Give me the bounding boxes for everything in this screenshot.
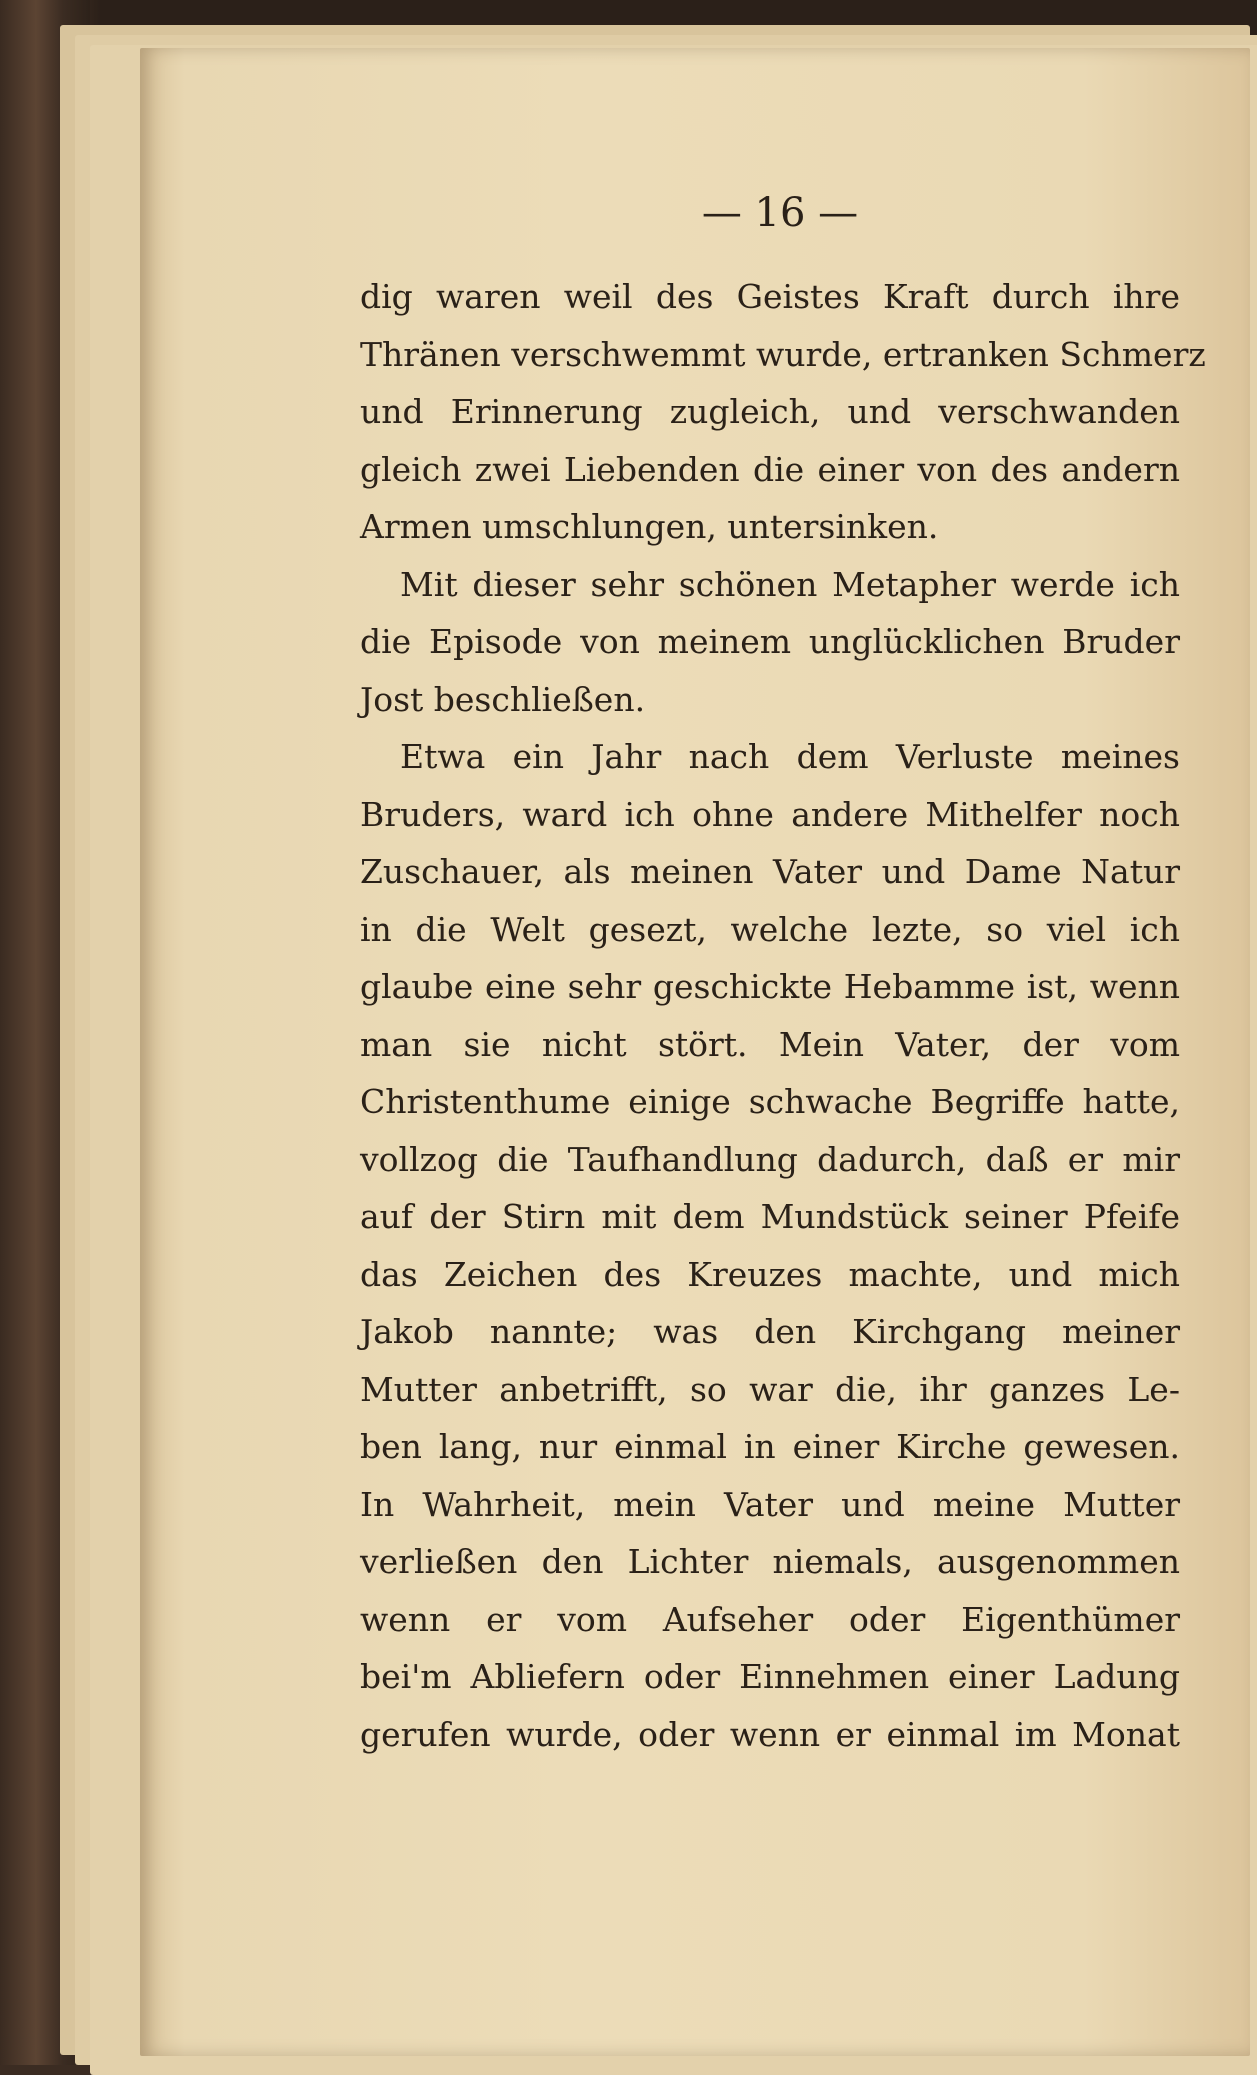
text-line: dig waren weil des Geistes Kraft durch ihre (360, 277, 1180, 316)
text-line: und Erinnerung zugleich, und verschwanden (360, 392, 1180, 431)
text-line: Jost beschließen. (360, 679, 646, 719)
text-line: in die Welt gesezt, welche lezte, so viel ich (360, 909, 1180, 949)
text-line: In Wahrheit, mein Vater und meine Mutter (360, 1484, 1180, 1524)
text-line: bei'm Abliefern oder Einnehmen einer Ladung (360, 1657, 1180, 1696)
text-line: gerufen wurde, oder wenn er einmal im Monat (360, 1714, 1180, 1754)
text-line: Zuschauer, als meinen Vater und Dame Natur (360, 852, 1180, 891)
text-line: Mit dieser sehr schönen Metapher werde ich (400, 564, 1180, 604)
page-body-text (360, 268, 1206, 1763)
text-line: ben lang, nur einmal in einer Kirche gewesen. (360, 1427, 1180, 1466)
page-number: — 16 — (701, 190, 859, 236)
text-line: Etwa ein Jahr nach dem Verluste meines (400, 737, 1180, 776)
text-line: die Episode von meinem unglücklichen Bruder (360, 622, 1180, 661)
text-line: auf der Stirn mit dem Mundstück seiner Pfeife (360, 1197, 1180, 1236)
text-line: Thränen verschwemmt wurde, ertranken Schmerz (360, 334, 1206, 374)
text-line: wenn er vom Aufseher oder Eigenthümer (360, 1599, 1180, 1639)
text-line: Jakob nannte; was den Kirchgang meiner (360, 1312, 1180, 1351)
text-line: Bruders, ward ich ohne andere Mithelfer noch (360, 794, 1180, 834)
text-line: Armen umschlungen, untersinken. (360, 507, 939, 546)
text-line: das Zeichen des Kreuzes machte, und mich (360, 1254, 1180, 1294)
text-line: Christenthume einige schwache Begriffe hatte, (360, 1082, 1180, 1121)
text-line: glaube eine sehr geschickte Hebamme ist, wenn (360, 967, 1180, 1006)
text-line: gleich zwei Liebenden die einer von des andern (360, 449, 1180, 489)
text-line: verließen den Lichter niemals, ausgenommen (360, 1542, 1180, 1581)
text-line: man sie nicht stört. Mein Vater, der vom (360, 1024, 1180, 1064)
text-line: vollzog die Taufhandlung dadurch, daß er mir (360, 1139, 1180, 1179)
text-line: Mutter anbetrifft, so war die, ihr ganzes Le- (360, 1369, 1180, 1409)
